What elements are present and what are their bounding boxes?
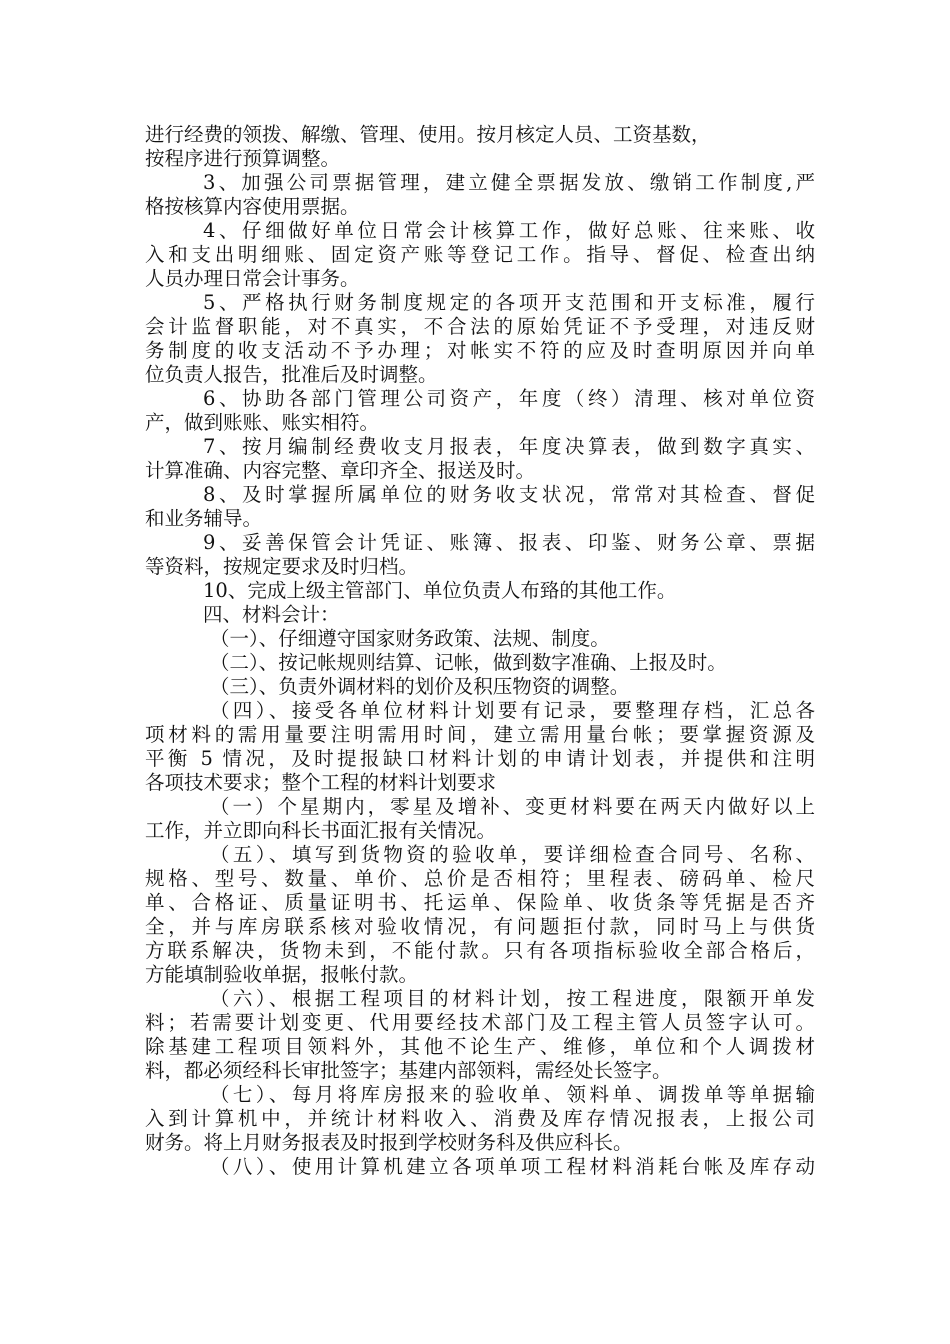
text-line: 各项技术要求；整个工程的材料计划要求: [145, 771, 497, 794]
text-line: 平衡 5 情况，及时提报缺口材料计划的申请计划表，并提供和注明: [145, 747, 815, 770]
text-line: （一）个星期内，零星及增补、变更材料要在两天内做好以上: [210, 795, 815, 818]
text-line: 财务。将上月财务报表及时报到学校财务科及供应科长。: [145, 1131, 633, 1154]
text-line: 进行经费的领拨、解缴、管理、使用。按月核定人员、工资基数，: [145, 123, 711, 146]
text-line: 9、妥善保管会计凭证、账簿、报表、印鉴、财务公章、票据: [203, 531, 815, 554]
text-line: （一）、仔细遵守国家财务政策、法规、制度。: [210, 627, 610, 650]
text-line: 工作，并立即向科长书面汇报有关情况。: [145, 819, 497, 842]
text-line: 全，并与库房联系核对验收情况，有问题拒付款，同时马上与供货: [145, 915, 815, 938]
text-line: 务制度的收支活动不予办理；对帐实不符的应及时查明原因并向单: [145, 339, 815, 362]
text-line: 单、合格证、质量证明书、托运单、保险单、收货条等凭据是否齐: [145, 891, 815, 914]
text-line: 按程序进行预算调整。: [145, 147, 341, 170]
text-line: 等资料，按规定要求及时归档。: [145, 555, 419, 578]
text-line: 项材料的需用量要注明需用时间，建立需用量台帐；要掌握资源及: [145, 723, 815, 746]
text-line: 会计监督职能，对不真实，不合法的原始凭证不予受理，对违反财: [145, 315, 815, 338]
text-line: 入和支出明细账、固定资产账等登记工作。指导、督促、检查出纳: [145, 243, 815, 266]
text-line: （六）、根据工程项目的材料计划，按工程进度，限额开单发: [210, 987, 815, 1010]
text-line: （四）、接受各单位材料计划要有记录，要整理存档，汇总各: [210, 699, 815, 722]
text-line: 和业务辅导。: [145, 507, 263, 530]
text-line: 除基建工程项目领料外，其他不论生产、维修，单位和个人调拨材: [145, 1035, 815, 1058]
text-line: （八）、使用计算机建立各项单项工程材料消耗台帐及库存动: [210, 1155, 815, 1178]
text-line: 料；若需要计划变更、代用要经技术部门及工程主管人员签字认可。: [145, 1011, 815, 1034]
text-line: 8、及时掌握所属单位的财务收支状况，常常对其检查、督促: [203, 483, 815, 506]
document-body: [145, 123, 815, 1179]
text-line: 方能填制验收单据，报帐付款。: [145, 963, 419, 986]
text-line: （二）、按记帐规则结算、记帐，做到数字准确、上报及时。: [210, 651, 727, 674]
text-line: 3、加强公司票据管理，建立健全票据发放、缴销工作制度,严: [203, 171, 815, 194]
text-line: 产，做到账账、账实相符。: [145, 411, 380, 434]
text-line: 6、协助各部门管理公司资产，年度（终）清理、核对单位资: [203, 387, 815, 410]
text-line: 4、仔细做好单位日常会计核算工作，做好总账、往来账、收: [203, 219, 815, 242]
text-line: 5、严格执行财务制度规定的各项开支范围和开支标准，履行: [203, 291, 815, 314]
text-line: 方联系解决，货物未到，不能付款。只有各项指标验收全部合格后，: [145, 939, 815, 962]
text-line: 四、材料会计：: [203, 603, 340, 626]
text-line: 7、按月编制经费收支月报表，年度决算表，做到数字真实、: [203, 435, 815, 458]
text-line: （五）、填写到货物资的验收单，要详细检查合同号、名称、: [210, 843, 815, 866]
text-line: 规格、型号、数量、单价、总价是否相符；里程表、磅码单、检尺: [145, 867, 815, 890]
text-line: 格按核算内容使用票据。: [145, 195, 360, 218]
text-line: （三）、负责外调材料的划价及积压物资的调整。: [210, 675, 630, 698]
text-line: 入到计算机中，并统计材料收入、消费及库存情况报表，上报公司: [145, 1107, 815, 1130]
text-line: 料，都必须经科长审批签字；基建内部领料，需经处长签字。: [145, 1059, 672, 1082]
text-line: 10、完成上级主管部门、单位负责人布臵的其他工作。: [203, 579, 677, 602]
text-line: （七）、每月将库房报来的验收单、领料单、调拨单等单据输: [210, 1083, 815, 1106]
text-line: 位负责人报告，批准后及时调整。: [145, 363, 438, 386]
text-line: 人员办理日常会计事务。: [145, 267, 360, 290]
text-line: 计算准确、内容完整、章印齐全、报送及时。: [145, 459, 536, 482]
